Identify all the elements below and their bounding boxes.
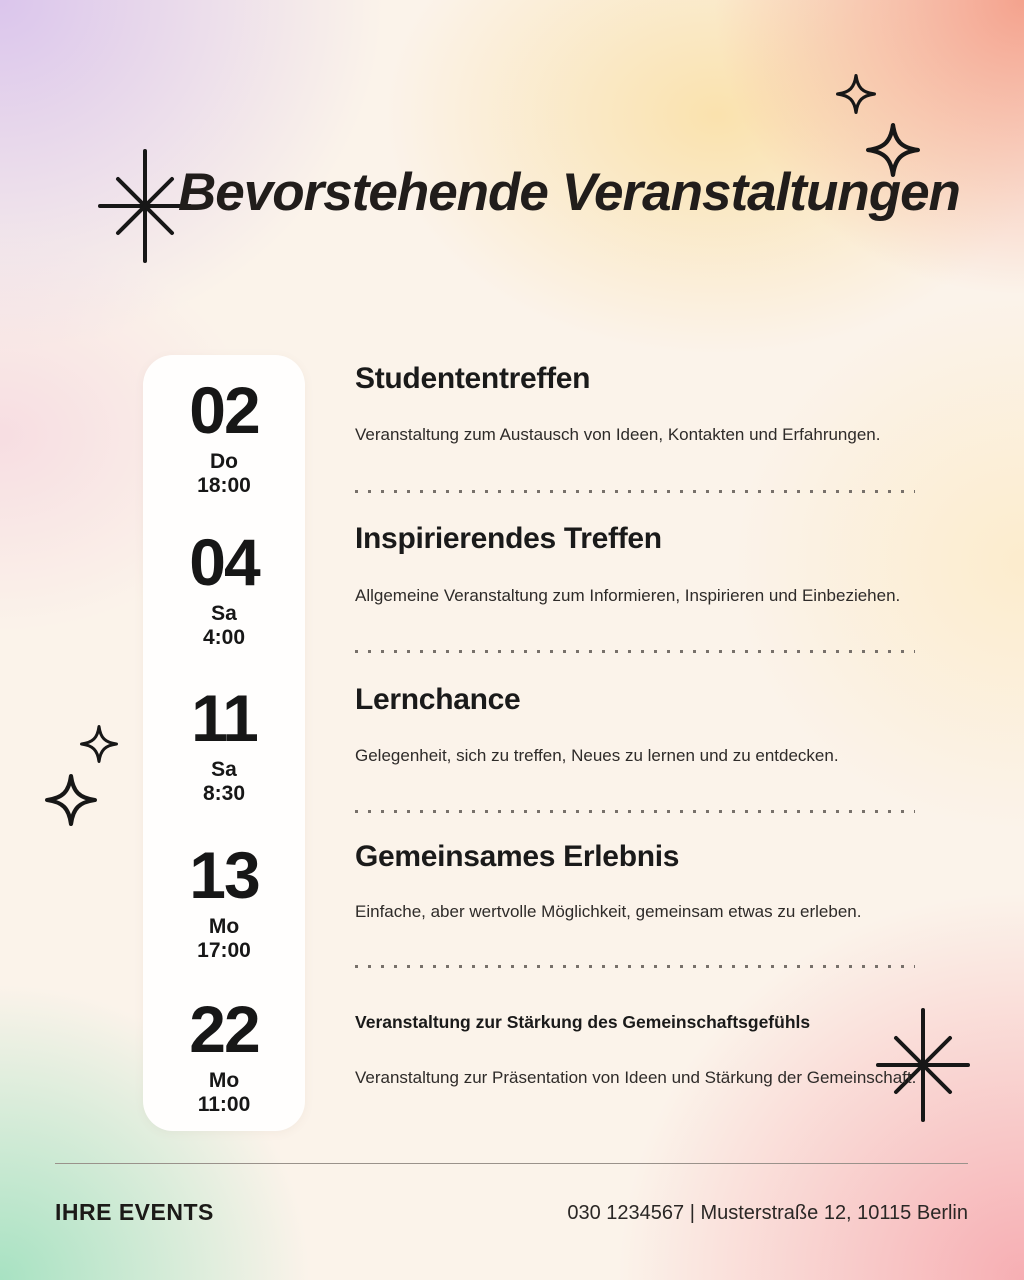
event-description: Allgemeine Veranstaltung zum Informieren, Inspirieren und Einbeziehen. [355,586,901,605]
date-day: 13 [189,838,259,912]
date-time: 8:30 [202,782,246,806]
date-weekday: Mo [208,915,240,938]
date-day: 22 [189,992,259,1066]
date-time: 18:00 [197,474,251,498]
event-title: Gemeinsames Erlebnis [355,840,680,873]
sparkle-icon [836,71,876,117]
dotted-divider [355,810,915,813]
event-title: Veranstaltung zur Stärkung des Gemeinschaftsgefühls [355,1012,811,1032]
date-weekday: Sa [211,758,237,781]
event-title: Studententreffen [355,362,591,395]
event-description: Einfache, aber wertvolle Möglichkeit, gemeinsam etwas zu erleben. [355,902,862,921]
date-weekday: Do [210,450,238,473]
date-time: 17:00 [197,939,251,963]
event-title: Inspirierendes Treffen [355,522,662,555]
sparkle-icon [80,722,118,766]
event-description: Veranstaltung zum Austausch von Ideen, Kontakten und Erfahrungen. [355,425,881,444]
date-day: 04 [189,525,259,599]
date-weekday: Mo [208,1069,240,1092]
date-weekday: Sa [211,602,237,625]
date-entry [143,681,305,806]
date-time: 11:00 [197,1093,251,1117]
sparkle-icon [45,768,97,832]
dotted-divider [355,490,915,493]
date-time: 4:00 [202,626,246,650]
date-card [143,355,305,1131]
footer-brand: IHRE EVENTS [55,1199,214,1225]
dotted-divider [355,650,915,653]
page-title: Bevorstehende Veranstaltungen [178,162,960,222]
event-title: Lernchance [355,683,521,716]
date-day: 11 [191,681,257,755]
date-day: 02 [189,373,259,447]
date-entry [143,838,305,963]
date-entry [143,992,305,1117]
date-entry [143,525,305,650]
date-entry [143,373,305,498]
event-description: Gelegenheit, sich zu treffen, Neues zu lernen und zu entdecken. [355,746,839,765]
event-description: Veranstaltung zur Präsentation von Ideen und Stärkung der Gemeinschaft. [355,1068,917,1087]
footer-divider [55,1163,968,1164]
dotted-divider [355,965,915,968]
footer-contact: 030 1234567 | Musterstraße 12, 10115 Berlin [567,1202,968,1224]
